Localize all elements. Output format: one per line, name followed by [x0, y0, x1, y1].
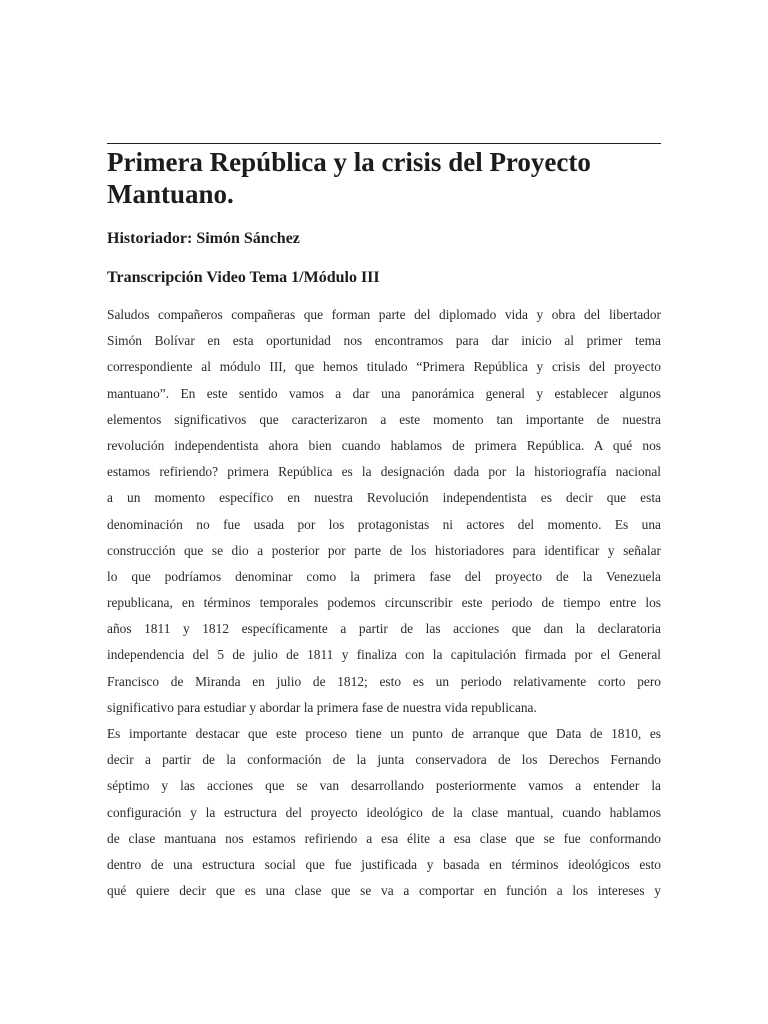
- document-subtitle: Transcripción Video Tema 1/Módulo III: [107, 269, 380, 286]
- body-line: séptimo y las acciones que se van desarrollando posteriormente vamos a entender la: [107, 778, 661, 794]
- document-page: [107, 0, 661, 1024]
- document-author: Historiador: Simón Sánchez: [107, 230, 300, 247]
- body-line: configuración y la estructura del proyecto ideológico de la clase mantual, cuando hablamos: [107, 804, 661, 820]
- body-line: qué quiere decir que es una clase que se va a comportar en función a los intereses y: [107, 883, 661, 899]
- body-line: elementos significativos que caracterizaron a este momento tan importante de nuestra: [107, 411, 661, 427]
- body-line: mantuano”. En este sentido vamos a dar una panorámica general y establecer algunos: [107, 385, 661, 401]
- body-line: de clase mantuana nos estamos refiriendo a esa élite a esa clase que se fue conformando: [107, 830, 661, 846]
- body-line: independencia del 5 de julio de 1811 y finaliza con la capitulación firmada por el General: [107, 647, 661, 663]
- body-line: decir a partir de la conformación de la junta conservadora de los Derechos Fernando: [107, 752, 661, 768]
- body-line: Francisco de Miranda en julio de 1812; esto es un periodo relativamente corto pero: [107, 673, 661, 689]
- body-line: dentro de una estructura social que fue justificada y basada en términos ideológicos esto: [107, 856, 661, 872]
- document-title: Primera República y la crisis del Proyecto Mantuano.: [107, 147, 591, 209]
- top-rule-divider: [107, 143, 661, 144]
- body-line: Es importante destacar que este proceso tiene un punto de arranque que Data de 1810, es: [107, 726, 661, 741]
- body-line: Simón Bolívar en esta oportunidad nos encontramos para dar inicio al primer tema: [107, 333, 661, 349]
- body-line: significativo para estudiar y abordar la primera fase de nuestra vida republicana.: [107, 699, 537, 715]
- body-line: lo que podríamos denominar como la primera fase del proyecto de la Venezuela: [107, 568, 661, 584]
- body-line: a un momento específico en nuestra Revolución independentista es decir que esta: [107, 490, 661, 506]
- body-line: republicana, en términos temporales podemos circunscribir este periodo de tiempo entre los: [107, 595, 661, 611]
- body-line: construcción que se dio a posterior por parte de los historiadores para identificar y señalar: [107, 542, 661, 558]
- body-line: años 1811 y 1812 específicamente a partir de las acciones que dan la declaratoria: [107, 621, 661, 637]
- body-line: estamos refiriendo? primera República es la designación dada por la historiografía nacional: [107, 464, 661, 480]
- document-body: [107, 302, 661, 904]
- body-line: denominación no fue usada por los protagonistas ni actores del momento. Es una: [107, 516, 661, 532]
- body-line: revolución independentista ahora bien cuando hablamos de primera República. A qué nos: [107, 437, 661, 453]
- body-line: Saludos compañeros compañeras que forman parte del diplomado vida y obra del libertador: [107, 307, 661, 322]
- body-line: correspondiente al módulo III, que hemos titulado “Primera República y crisis del proyecto: [107, 359, 661, 375]
